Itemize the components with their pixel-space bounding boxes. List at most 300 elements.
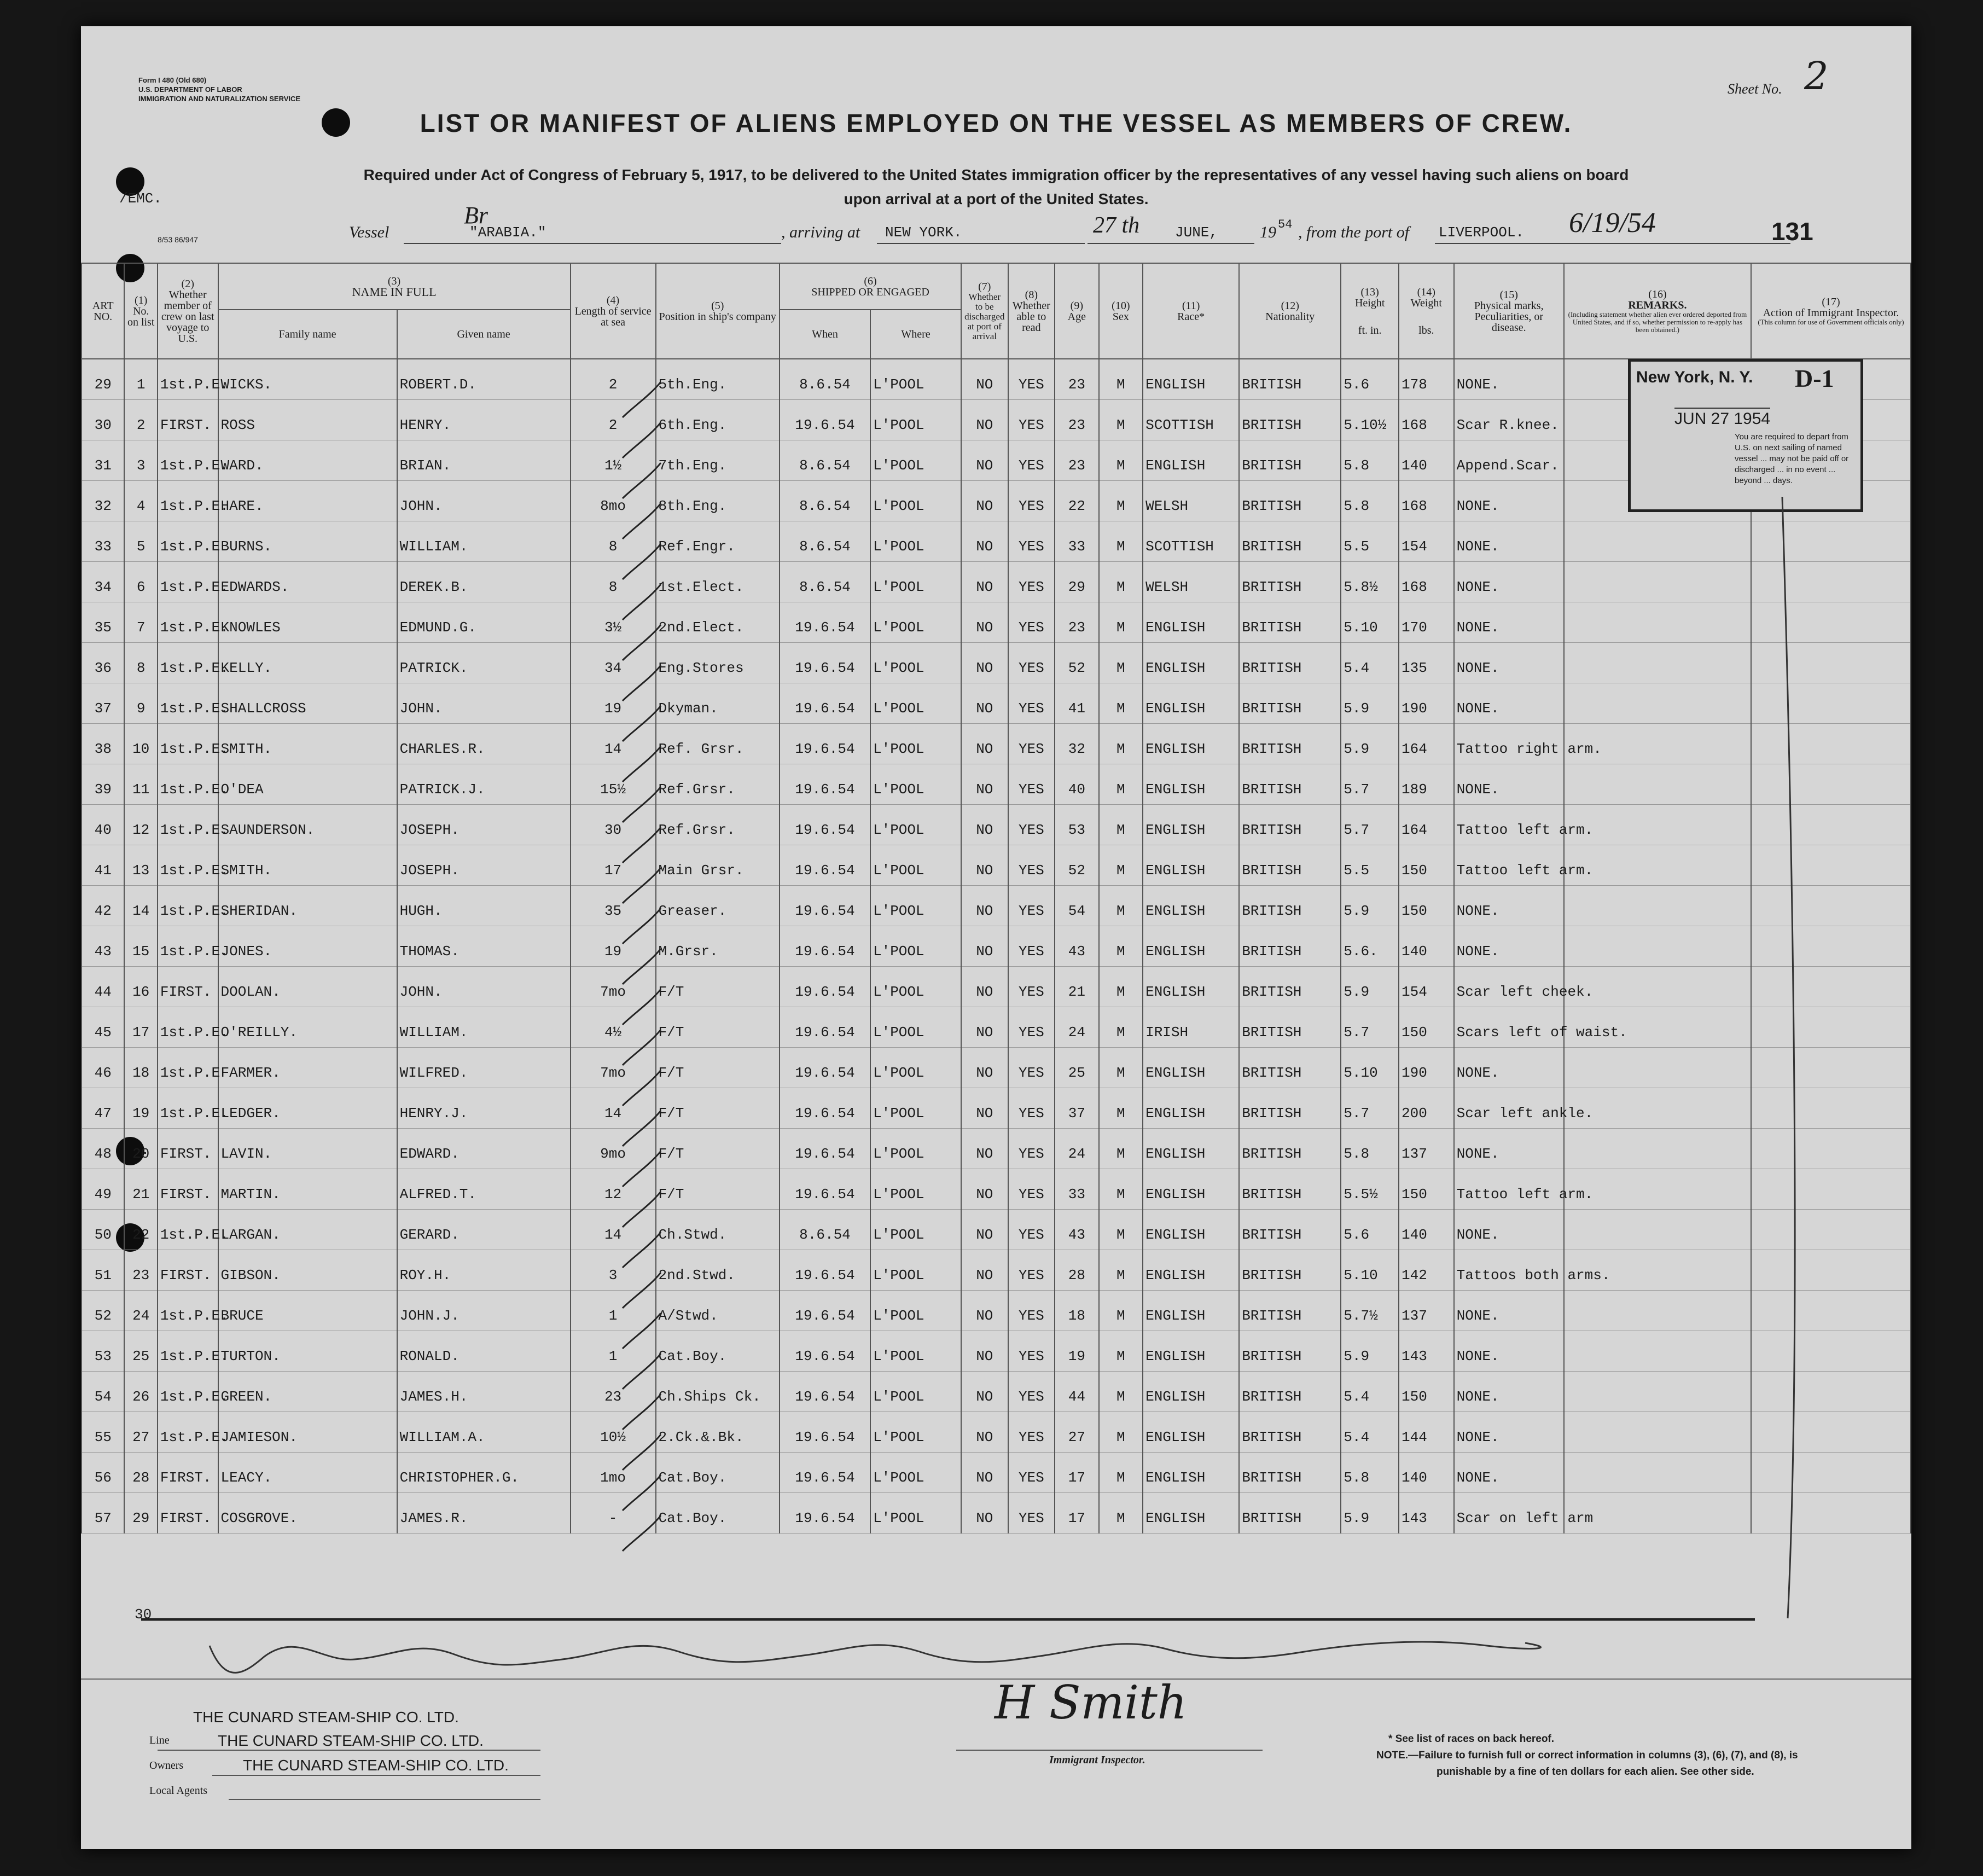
cell-discharged: NO [961, 642, 1008, 683]
cell-when: 19.6.54 [780, 885, 870, 926]
cell-last: 1st.P.E. [158, 1290, 218, 1331]
cell-read: YES [1008, 1452, 1055, 1492]
cell-read: YES [1008, 1007, 1055, 1047]
cell-height: 5.9 [1341, 1492, 1399, 1533]
cell-nationality: BRITISH [1239, 1007, 1341, 1047]
cell-height: 5.6. [1341, 926, 1399, 966]
service-name: IMMIGRATION AND NATURALIZATION SERVICE [138, 95, 301, 103]
cell-sex: M [1099, 1169, 1143, 1209]
cell-family: SMITH. [218, 845, 397, 885]
cell-position: Cat.Boy. [656, 1452, 780, 1492]
cell-service: 19 [571, 683, 656, 723]
cell-remarks [1564, 561, 1751, 602]
cell-art: 41 [82, 845, 124, 885]
cell-nationality: BRITISH [1239, 966, 1341, 1007]
cell-service: 14 [571, 723, 656, 764]
cell-remarks [1564, 1128, 1751, 1169]
cell-when: 19.6.54 [780, 1331, 870, 1371]
form-header [138, 75, 300, 103]
cell-discharged: NO [961, 1331, 1008, 1371]
header-col5: (5) Position in ship's company [656, 263, 780, 359]
cell-sex: M [1099, 1290, 1143, 1331]
cell-art: 51 [82, 1250, 124, 1290]
cell-sex: M [1099, 1331, 1143, 1371]
cell-service: 23 [571, 1371, 656, 1412]
cell-action [1751, 926, 1911, 966]
cell-given: JOHN. [397, 480, 571, 521]
cell-position: Ref.Grsr. [656, 764, 780, 804]
cell-action [1751, 683, 1911, 723]
cell-last: 1st.P.E. [158, 926, 218, 966]
cell-sex: M [1099, 845, 1143, 885]
cell-marks: Scar left cheek. [1454, 966, 1564, 1007]
cell-age: 54 [1055, 885, 1099, 926]
cell-discharged: NO [961, 1452, 1008, 1492]
cell-discharged: NO [961, 1209, 1008, 1250]
cell-read: YES [1008, 885, 1055, 926]
cell-family: WARD. [218, 440, 397, 480]
cell-family: TURTON. [218, 1331, 397, 1371]
cell-weight: 143 [1399, 1492, 1454, 1533]
table-row [82, 723, 1911, 764]
cell-service: 8mo [571, 480, 656, 521]
cell-no: 29 [124, 1492, 157, 1533]
inspector-signature: H Smith [995, 1676, 1187, 1729]
cell-no: 1 [124, 359, 157, 399]
cell-where: L'POOL [870, 521, 961, 561]
cell-discharged: NO [961, 480, 1008, 521]
cell-art: 32 [82, 480, 124, 521]
cell-action [1751, 521, 1911, 561]
footer-underline [158, 1750, 540, 1751]
cell-given: JAMES.H. [397, 1371, 571, 1412]
cell-remarks [1564, 642, 1751, 683]
cell-height: 5.10 [1341, 1250, 1399, 1290]
cell-marks: NONE. [1454, 1047, 1564, 1088]
stamp-text: You are required to depart from U.S. on next sailing of named vessel ... may not be paid off or discharged ... in no event ... beyond ... days. [1735, 432, 1849, 485]
cell-race: IRISH [1143, 1007, 1239, 1047]
cell-nationality: BRITISH [1239, 359, 1341, 399]
cell-art: 39 [82, 764, 124, 804]
cell-marks: Tattoo left arm. [1454, 845, 1564, 885]
cell-age: 37 [1055, 1088, 1099, 1128]
cell-given: CHRISTOPHER.G. [397, 1452, 571, 1492]
cell-no: 15 [124, 926, 157, 966]
cell-service: 1 [571, 1331, 656, 1371]
cell-sex: M [1099, 804, 1143, 845]
cell-where: L'POOL [870, 1169, 961, 1209]
cell-race: ENGLISH [1143, 602, 1239, 642]
sheet-number: 2 [1804, 54, 1829, 98]
cell-read: YES [1008, 521, 1055, 561]
cell-marks: Scar R.knee. [1454, 399, 1564, 440]
cell-where: L'POOL [870, 723, 961, 764]
arrival-day: 27 th [1093, 213, 1140, 238]
cell-art: 36 [82, 642, 124, 683]
cell-nationality: BRITISH [1239, 1088, 1341, 1128]
cell-last: 1st.P.E. [158, 1412, 218, 1452]
cell-remarks [1564, 926, 1751, 966]
cell-height: 5.5 [1341, 845, 1399, 885]
cell-last: 1st.P.E. [158, 804, 218, 845]
cell-weight: 140 [1399, 440, 1454, 480]
cell-height: 5.7 [1341, 804, 1399, 845]
cell-nationality: BRITISH [1239, 1209, 1341, 1250]
cell-marks: Scars left of waist. [1454, 1007, 1564, 1047]
cell-sex: M [1099, 926, 1143, 966]
arriving-label: , arriving at [781, 223, 860, 241]
cell-marks: Tattoos both arms. [1454, 1250, 1564, 1290]
cell-read: YES [1008, 1088, 1055, 1128]
cell-weight: 170 [1399, 602, 1454, 642]
cell-marks: NONE. [1454, 521, 1564, 561]
cell-height: 5.9 [1341, 683, 1399, 723]
cell-discharged: NO [961, 885, 1008, 926]
cell-given: THOMAS. [397, 926, 571, 966]
cancel-squiggle [210, 1642, 1541, 1673]
cell-nationality: BRITISH [1239, 1250, 1341, 1290]
cell-service: 8 [571, 561, 656, 602]
cell-read: YES [1008, 1209, 1055, 1250]
cell-age: 43 [1055, 1209, 1099, 1250]
cell-no: 28 [124, 1452, 157, 1492]
cell-age: 23 [1055, 399, 1099, 440]
vessel-label: Vessel [349, 223, 389, 241]
table-row [82, 966, 1911, 1007]
cell-read: YES [1008, 480, 1055, 521]
cell-read: YES [1008, 399, 1055, 440]
header-when: When [780, 310, 870, 359]
form-number: Form I 480 (Old 680) [138, 76, 207, 84]
cell-art: 53 [82, 1331, 124, 1371]
company-stamp-1: THE CUNARD STEAM-SHIP CO. LTD. [193, 1709, 459, 1726]
cell-weight: 168 [1399, 399, 1454, 440]
cell-sex: M [1099, 966, 1143, 1007]
cell-art: 46 [82, 1047, 124, 1088]
cell-weight: 150 [1399, 885, 1454, 926]
cell-read: YES [1008, 845, 1055, 885]
cell-service: 17 [571, 845, 656, 885]
cell-race: ENGLISH [1143, 1290, 1239, 1331]
cell-family: SAUNDERSON. [218, 804, 397, 845]
cell-discharged: NO [961, 683, 1008, 723]
cell-no: 27 [124, 1412, 157, 1452]
cell-sex: M [1099, 440, 1143, 480]
cell-nationality: BRITISH [1239, 1128, 1341, 1169]
cell-read: YES [1008, 642, 1055, 683]
cell-position: 8th.Eng. [656, 480, 780, 521]
cell-sex: M [1099, 1209, 1143, 1250]
cell-marks: NONE. [1454, 1412, 1564, 1452]
cell-art: 42 [82, 885, 124, 926]
cell-remarks [1564, 1209, 1751, 1250]
header-col14: (14) Weight lbs. [1399, 263, 1454, 359]
cell-age: 19 [1055, 1331, 1099, 1371]
race-footnote: * See list of races on back hereof. [1388, 1733, 1555, 1745]
arriving-underline [877, 243, 1085, 244]
cell-sex: M [1099, 1452, 1143, 1492]
cell-height: 5.8 [1341, 440, 1399, 480]
cell-read: YES [1008, 804, 1055, 845]
cell-read: YES [1008, 561, 1055, 602]
table-row [82, 1088, 1911, 1128]
cell-weight: 168 [1399, 561, 1454, 602]
cell-weight: 140 [1399, 1209, 1454, 1250]
cell-height: 5.10½ [1341, 399, 1399, 440]
cell-race: ENGLISH [1143, 1088, 1239, 1128]
cell-when: 8.6.54 [780, 521, 870, 561]
cell-nationality: BRITISH [1239, 480, 1341, 521]
cell-position: Main Grsr. [656, 845, 780, 885]
cell-position: F/T [656, 1007, 780, 1047]
cell-nationality: BRITISH [1239, 561, 1341, 602]
cell-where: L'POOL [870, 1128, 961, 1169]
cell-remarks [1564, 1371, 1751, 1412]
cell-where: L'POOL [870, 683, 961, 723]
cell-age: 17 [1055, 1452, 1099, 1492]
cell-discharged: NO [961, 1088, 1008, 1128]
cell-read: YES [1008, 723, 1055, 764]
cell-position: Ch.Ships Ck. [656, 1371, 780, 1412]
cell-age: 24 [1055, 1128, 1099, 1169]
cell-discharged: NO [961, 926, 1008, 966]
cell-family: FARMER. [218, 1047, 397, 1088]
cell-race: SCOTTISH [1143, 399, 1239, 440]
table-row [82, 764, 1911, 804]
table-row [82, 1331, 1911, 1371]
cell-family: DOOLAN. [218, 966, 397, 1007]
cell-remarks [1564, 1452, 1751, 1492]
cell-when: 19.6.54 [780, 399, 870, 440]
cell-given: DEREK.B. [397, 561, 571, 602]
header-col7: (7) Whether to be discharged at port of arrival [961, 263, 1008, 359]
cell-nationality: BRITISH [1239, 1169, 1341, 1209]
table-row [82, 1128, 1911, 1169]
cell-when: 19.6.54 [780, 1371, 870, 1412]
cell-action [1751, 804, 1911, 845]
cell-race: ENGLISH [1143, 845, 1239, 885]
cell-sex: M [1099, 1371, 1143, 1412]
cell-last: 1st.P.E. [158, 602, 218, 642]
cell-family: KNOWLES [218, 602, 397, 642]
cell-last: 1st.P.E. [158, 642, 218, 683]
cell-position: Greaser. [656, 885, 780, 926]
cell-race: ENGLISH [1143, 440, 1239, 480]
cell-last: FIRST. [158, 1452, 218, 1492]
cell-race: ENGLISH [1143, 804, 1239, 845]
inspector-label: Immigrant Inspector. [1049, 1754, 1145, 1766]
cell-given: JOSEPH. [397, 804, 571, 845]
inspection-stamp [1628, 359, 1863, 512]
cell-where: L'POOL [870, 480, 961, 521]
cell-given: RONALD. [397, 1331, 571, 1371]
cell-nationality: BRITISH [1239, 602, 1341, 642]
cell-height: 5.10 [1341, 1047, 1399, 1088]
cell-no: 5 [124, 521, 157, 561]
cell-action [1751, 1007, 1911, 1047]
cell-no: 13 [124, 845, 157, 885]
cell-last: FIRST. [158, 1250, 218, 1290]
cell-discharged: NO [961, 1128, 1008, 1169]
table-row [82, 1169, 1911, 1209]
cell-read: YES [1008, 602, 1055, 642]
cell-height: 5.8 [1341, 480, 1399, 521]
sheet-label: Sheet No. [1728, 81, 1782, 97]
cell-weight: 150 [1399, 845, 1454, 885]
cell-weight: 164 [1399, 804, 1454, 845]
cell-last: 1st.P.E. [158, 440, 218, 480]
row-30-number: 30 [135, 1606, 152, 1623]
cell-family: O'REILLY. [218, 1007, 397, 1047]
cell-nationality: BRITISH [1239, 1047, 1341, 1088]
cell-where: L'POOL [870, 1371, 961, 1412]
cell-age: 24 [1055, 1007, 1099, 1047]
cell-art: 54 [82, 1371, 124, 1412]
cell-where: L'POOL [870, 1088, 961, 1128]
cell-race: ENGLISH [1143, 1250, 1239, 1290]
cell-age: 52 [1055, 642, 1099, 683]
cell-race: ENGLISH [1143, 966, 1239, 1007]
cell-sex: M [1099, 1250, 1143, 1290]
cell-service: 8 [571, 521, 656, 561]
cell-when: 19.6.54 [780, 1169, 870, 1209]
cell-service: 30 [571, 804, 656, 845]
cell-remarks [1564, 602, 1751, 642]
cell-last: 1st.P.E. [158, 683, 218, 723]
table-row [82, 1452, 1911, 1492]
cell-when: 19.6.54 [780, 804, 870, 845]
header-where: Where [870, 310, 961, 359]
cell-action [1751, 642, 1911, 683]
cell-weight: 143 [1399, 1331, 1454, 1371]
cell-marks: NONE. [1454, 683, 1564, 723]
cell-sex: M [1099, 1088, 1143, 1128]
cell-discharged: NO [961, 804, 1008, 845]
cell-marks: Tattoo right arm. [1454, 723, 1564, 764]
cell-where: L'POOL [870, 1250, 961, 1290]
cell-when: 19.6.54 [780, 1412, 870, 1452]
cell-sex: M [1099, 561, 1143, 602]
cell-nationality: BRITISH [1239, 885, 1341, 926]
cell-service: 15½ [571, 764, 656, 804]
cell-position: M.Grsr. [656, 926, 780, 966]
cell-action [1751, 1088, 1911, 1128]
cell-marks: NONE. [1454, 885, 1564, 926]
cell-when: 19.6.54 [780, 1452, 870, 1492]
cell-read: YES [1008, 1492, 1055, 1533]
cell-last: 1st.P.E. [158, 359, 218, 399]
cell-height: 5.9 [1341, 966, 1399, 1007]
cell-read: YES [1008, 359, 1055, 399]
cell-height: 5.4 [1341, 1412, 1399, 1452]
cell-weight: 140 [1399, 1452, 1454, 1492]
cell-discharged: NO [961, 966, 1008, 1007]
cell-discharged: NO [961, 521, 1008, 561]
line-label: Line [149, 1734, 170, 1746]
cell-sex: M [1099, 602, 1143, 642]
cell-weight: 142 [1399, 1250, 1454, 1290]
cell-art: 40 [82, 804, 124, 845]
cell-given: EDWARD. [397, 1128, 571, 1169]
cell-height: 5.10 [1341, 602, 1399, 642]
cell-weight: 140 [1399, 926, 1454, 966]
cell-service: 35 [571, 885, 656, 926]
cell-age: 29 [1055, 561, 1099, 602]
cell-position: Cat.Boy. [656, 1492, 780, 1533]
cell-race: ENGLISH [1143, 1047, 1239, 1088]
cell-marks: Append.Scar. [1454, 440, 1564, 480]
cell-weight: 154 [1399, 966, 1454, 1007]
stamp-code: D-1 [1795, 364, 1834, 392]
cell-art: 44 [82, 966, 124, 1007]
cell-position: Cat.Boy. [656, 1331, 780, 1371]
cell-no: 17 [124, 1007, 157, 1047]
cell-family: GREEN. [218, 1371, 397, 1412]
cell-where: L'POOL [870, 561, 961, 602]
cell-weight: 190 [1399, 1047, 1454, 1088]
cell-race: ENGLISH [1143, 1452, 1239, 1492]
cell-art: 43 [82, 926, 124, 966]
cell-action [1751, 1331, 1911, 1371]
cell-last: FIRST. [158, 1169, 218, 1209]
cell-art: 35 [82, 602, 124, 642]
cell-read: YES [1008, 1331, 1055, 1371]
cell-where: L'POOL [870, 1452, 961, 1492]
cell-where: L'POOL [870, 845, 961, 885]
cell-last: 1st.P.E. [158, 561, 218, 602]
cell-marks: NONE. [1454, 1331, 1564, 1371]
cell-when: 19.6.54 [780, 1290, 870, 1331]
header-col13: (13) Height ft. in. [1341, 263, 1399, 359]
header-col1: (1) No. on list [124, 263, 157, 359]
note-line-2: punishable by a fine of ten dollars for each alien. See other side. [1437, 1766, 1754, 1778]
cell-nationality: BRITISH [1239, 1412, 1341, 1452]
cell-family: JAMIESON. [218, 1412, 397, 1452]
cell-service: 4½ [571, 1007, 656, 1047]
cell-marks: NONE. [1454, 926, 1564, 966]
header-col10: (10) Sex [1099, 263, 1143, 359]
cell-discharged: NO [961, 1290, 1008, 1331]
cell-action [1751, 1209, 1911, 1250]
cell-race: ENGLISH [1143, 1371, 1239, 1412]
cell-given: JOHN. [397, 683, 571, 723]
cell-position: F/T [656, 1088, 780, 1128]
cell-age: 17 [1055, 1492, 1099, 1533]
subtitle-line-2: upon arrival at a port of the United States. [844, 190, 1149, 207]
cell-race: SCOTTISH [1143, 521, 1239, 561]
cell-race: ENGLISH [1143, 359, 1239, 399]
cell-where: L'POOL [870, 602, 961, 642]
cell-no: 23 [124, 1250, 157, 1290]
table-row [82, 885, 1911, 926]
cell-race: WELSH [1143, 480, 1239, 521]
cell-family: LARGAN. [218, 1209, 397, 1250]
cell-family: GIBSON. [218, 1250, 397, 1290]
cell-nationality: BRITISH [1239, 683, 1341, 723]
header-col12: (12) Nationality [1239, 263, 1341, 359]
cell-remarks [1564, 1290, 1751, 1331]
cell-no: 14 [124, 885, 157, 926]
header-col17: (17) Action of Immigrant Inspector. (This column for use of Government officials only) [1751, 263, 1911, 359]
cell-action [1751, 1290, 1911, 1331]
cell-sex: M [1099, 480, 1143, 521]
cell-read: YES [1008, 966, 1055, 1007]
signature-underline [956, 1750, 1263, 1751]
form-code-2: 8/53 86/947 [158, 235, 198, 244]
cell-when: 19.6.54 [780, 642, 870, 683]
cell-service: 1½ [571, 440, 656, 480]
cell-age: 52 [1055, 845, 1099, 885]
